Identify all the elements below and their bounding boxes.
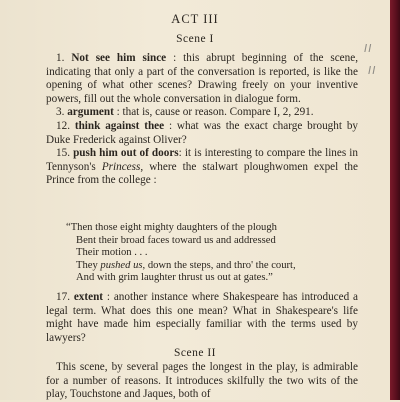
poem-line: “Then those eight mighty daughters of the plough xyxy=(66,222,277,233)
note-lemma: Not see him since xyxy=(71,52,167,64)
notes-block xyxy=(46,291,358,345)
note-italic-title: Princess xyxy=(101,160,141,173)
note-number: 17. xyxy=(56,291,70,303)
note-lemma: extent xyxy=(73,291,104,303)
poem-line xyxy=(66,260,356,273)
note-text: : another instance where Shakespeare has introduced a legal term. What does this one mean? What in Shakespeare's life might have made him especially familiar with the terms used by lawyers? xyxy=(46,291,359,344)
notes-block xyxy=(46,52,358,188)
note-12 xyxy=(46,120,358,147)
margin-pencil-mark: II xyxy=(364,42,373,55)
note-text: : it is interesting to compare the lines in Tennyson's xyxy=(46,147,358,173)
margin-pencil-mark: II xyxy=(368,64,377,77)
poem-italic: pushed us xyxy=(100,259,143,271)
note-number: 1. xyxy=(56,52,65,64)
note-3 xyxy=(46,106,358,120)
note-number: 15. xyxy=(56,147,70,160)
poem-text: They xyxy=(76,259,101,271)
poem-line: Bent their broad faces toward us and addressed xyxy=(76,234,276,246)
scene-heading: Scene I xyxy=(176,33,214,45)
scene-heading: Scene II xyxy=(174,347,216,359)
note-1 xyxy=(46,52,358,106)
note-lemma: push him out of doors xyxy=(73,147,179,160)
poem-text: , down the steps, and thro' the court, xyxy=(142,259,296,271)
poem-line: And with grim laughter thrust us out at gates.” xyxy=(76,272,273,284)
poem-line: Their motion . . . xyxy=(76,247,148,259)
paragraph-text: This scene, by several pages the longest in the play, is admirable for a number of reasons. It introduces skilfully the two wits of the play, Touchstone and Jaques, both of xyxy=(46,361,358,401)
note-text: , where the stalwart ploughwomen expel the Prince from the college : xyxy=(46,160,358,187)
scene-intro-paragraph xyxy=(46,361,358,402)
act-heading: ACT III xyxy=(171,12,219,26)
poem-quotation xyxy=(66,222,356,285)
note-lemma: argument xyxy=(67,106,114,119)
note-text: : that is, cause or reason. Compare I, 2, 291. xyxy=(116,106,314,119)
note-17 xyxy=(46,291,358,345)
note-number: 12. xyxy=(56,119,70,132)
note-number: 3. xyxy=(56,106,65,119)
book-binding-edge xyxy=(390,0,400,400)
note-15 xyxy=(46,147,358,188)
note-text: : this abrupt beginning of the scene, indicating that only a part of the conversation is reported, is like the opening of what other scenes? Drawing freely on your inventive powers, fill out the whole conversation in dialogue form. xyxy=(46,52,359,105)
note-lemma: think against thee xyxy=(74,119,165,132)
note-text: : what was the exact charge brought by Duke Frederick against Oliver? xyxy=(46,119,359,146)
